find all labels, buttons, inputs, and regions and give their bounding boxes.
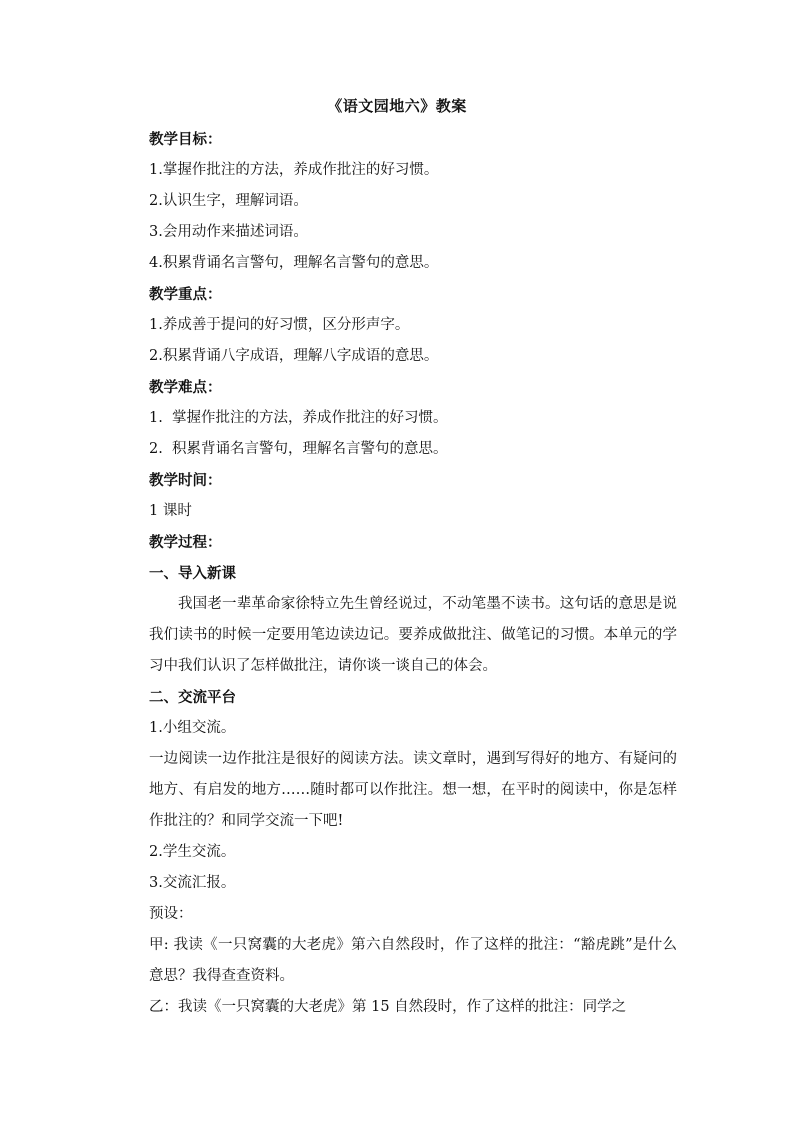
time-heading: 教学时间： xyxy=(149,472,222,489)
key-point-item: 2.积累背诵八字成语，理解八字成语的意思。 xyxy=(149,348,439,364)
example-b-paragraph: 乙：我读《一只窝囊的大老虎》第 15 自然段时，作了这样的批注：同学之 xyxy=(149,999,627,1015)
section2-step1: 1.小组交流。 xyxy=(149,720,236,736)
preset-label: 预设： xyxy=(149,906,193,922)
section2-step1-paragraph: 一边阅读一边作批注是很好的阅读方法。读文章时，遇到写得好的地方、有疑问的地方、有启发的地方……随时都可以作批注。想一想，在平时的阅读中，你是怎样作批注的？和同学交流一下吧! xyxy=(149,751,677,829)
document-body xyxy=(149,124,677,1023)
difficulty-item: 2. 积累背诵名言警句，理解名言警句的意思。 xyxy=(149,441,448,457)
section1-paragraph: 我国老一辈革命家徐特立先生曾经说过，不动笔墨不读书。这句话的意思是说我们读书的时候一定要用笔边读边记。要养成做批注、做笔记的习惯。本单元的学习中我们认识了怎样做批注，请你谈一谈自己的体会。 xyxy=(149,596,677,674)
objective-item: 3.会用动作来描述词语。 xyxy=(149,224,308,240)
section2-step3: 3.交流汇报。 xyxy=(149,875,236,891)
document-title: 《语文园地六》教案 xyxy=(327,97,467,115)
objective-item: 4.积累背诵名言警句，理解名言警句的意思。 xyxy=(149,255,439,271)
difficulty-item: 1. 掌握作批注的方法，养成作批注的好习惯。 xyxy=(149,410,448,426)
objectives-heading: 教学目标： xyxy=(149,131,222,148)
process-heading: 教学过程： xyxy=(149,534,222,551)
example-a-paragraph: 甲: 我读《一只窝囊的大老虎》第六自然段时，作了这样的批注：“豁虎跳”是什么意思？我得查查资料。 xyxy=(149,937,677,984)
objective-item: 1.掌握作批注的方法，养成作批注的好习惯。 xyxy=(149,162,439,178)
key-point-item: 1.养成善于提问的好习惯，区分形声字。 xyxy=(149,317,410,333)
section2-step2: 2.学生交流。 xyxy=(149,844,236,860)
section2-heading: 二、交流平台 xyxy=(149,689,236,706)
objective-item: 2.认识生字，理解词语。 xyxy=(149,193,308,209)
time-value: 1 课时 xyxy=(149,503,192,519)
difficulties-heading: 教学难点： xyxy=(149,379,222,396)
key-points-heading: 教学重点： xyxy=(149,286,222,303)
section1-heading: 一、导入新课 xyxy=(149,565,236,582)
